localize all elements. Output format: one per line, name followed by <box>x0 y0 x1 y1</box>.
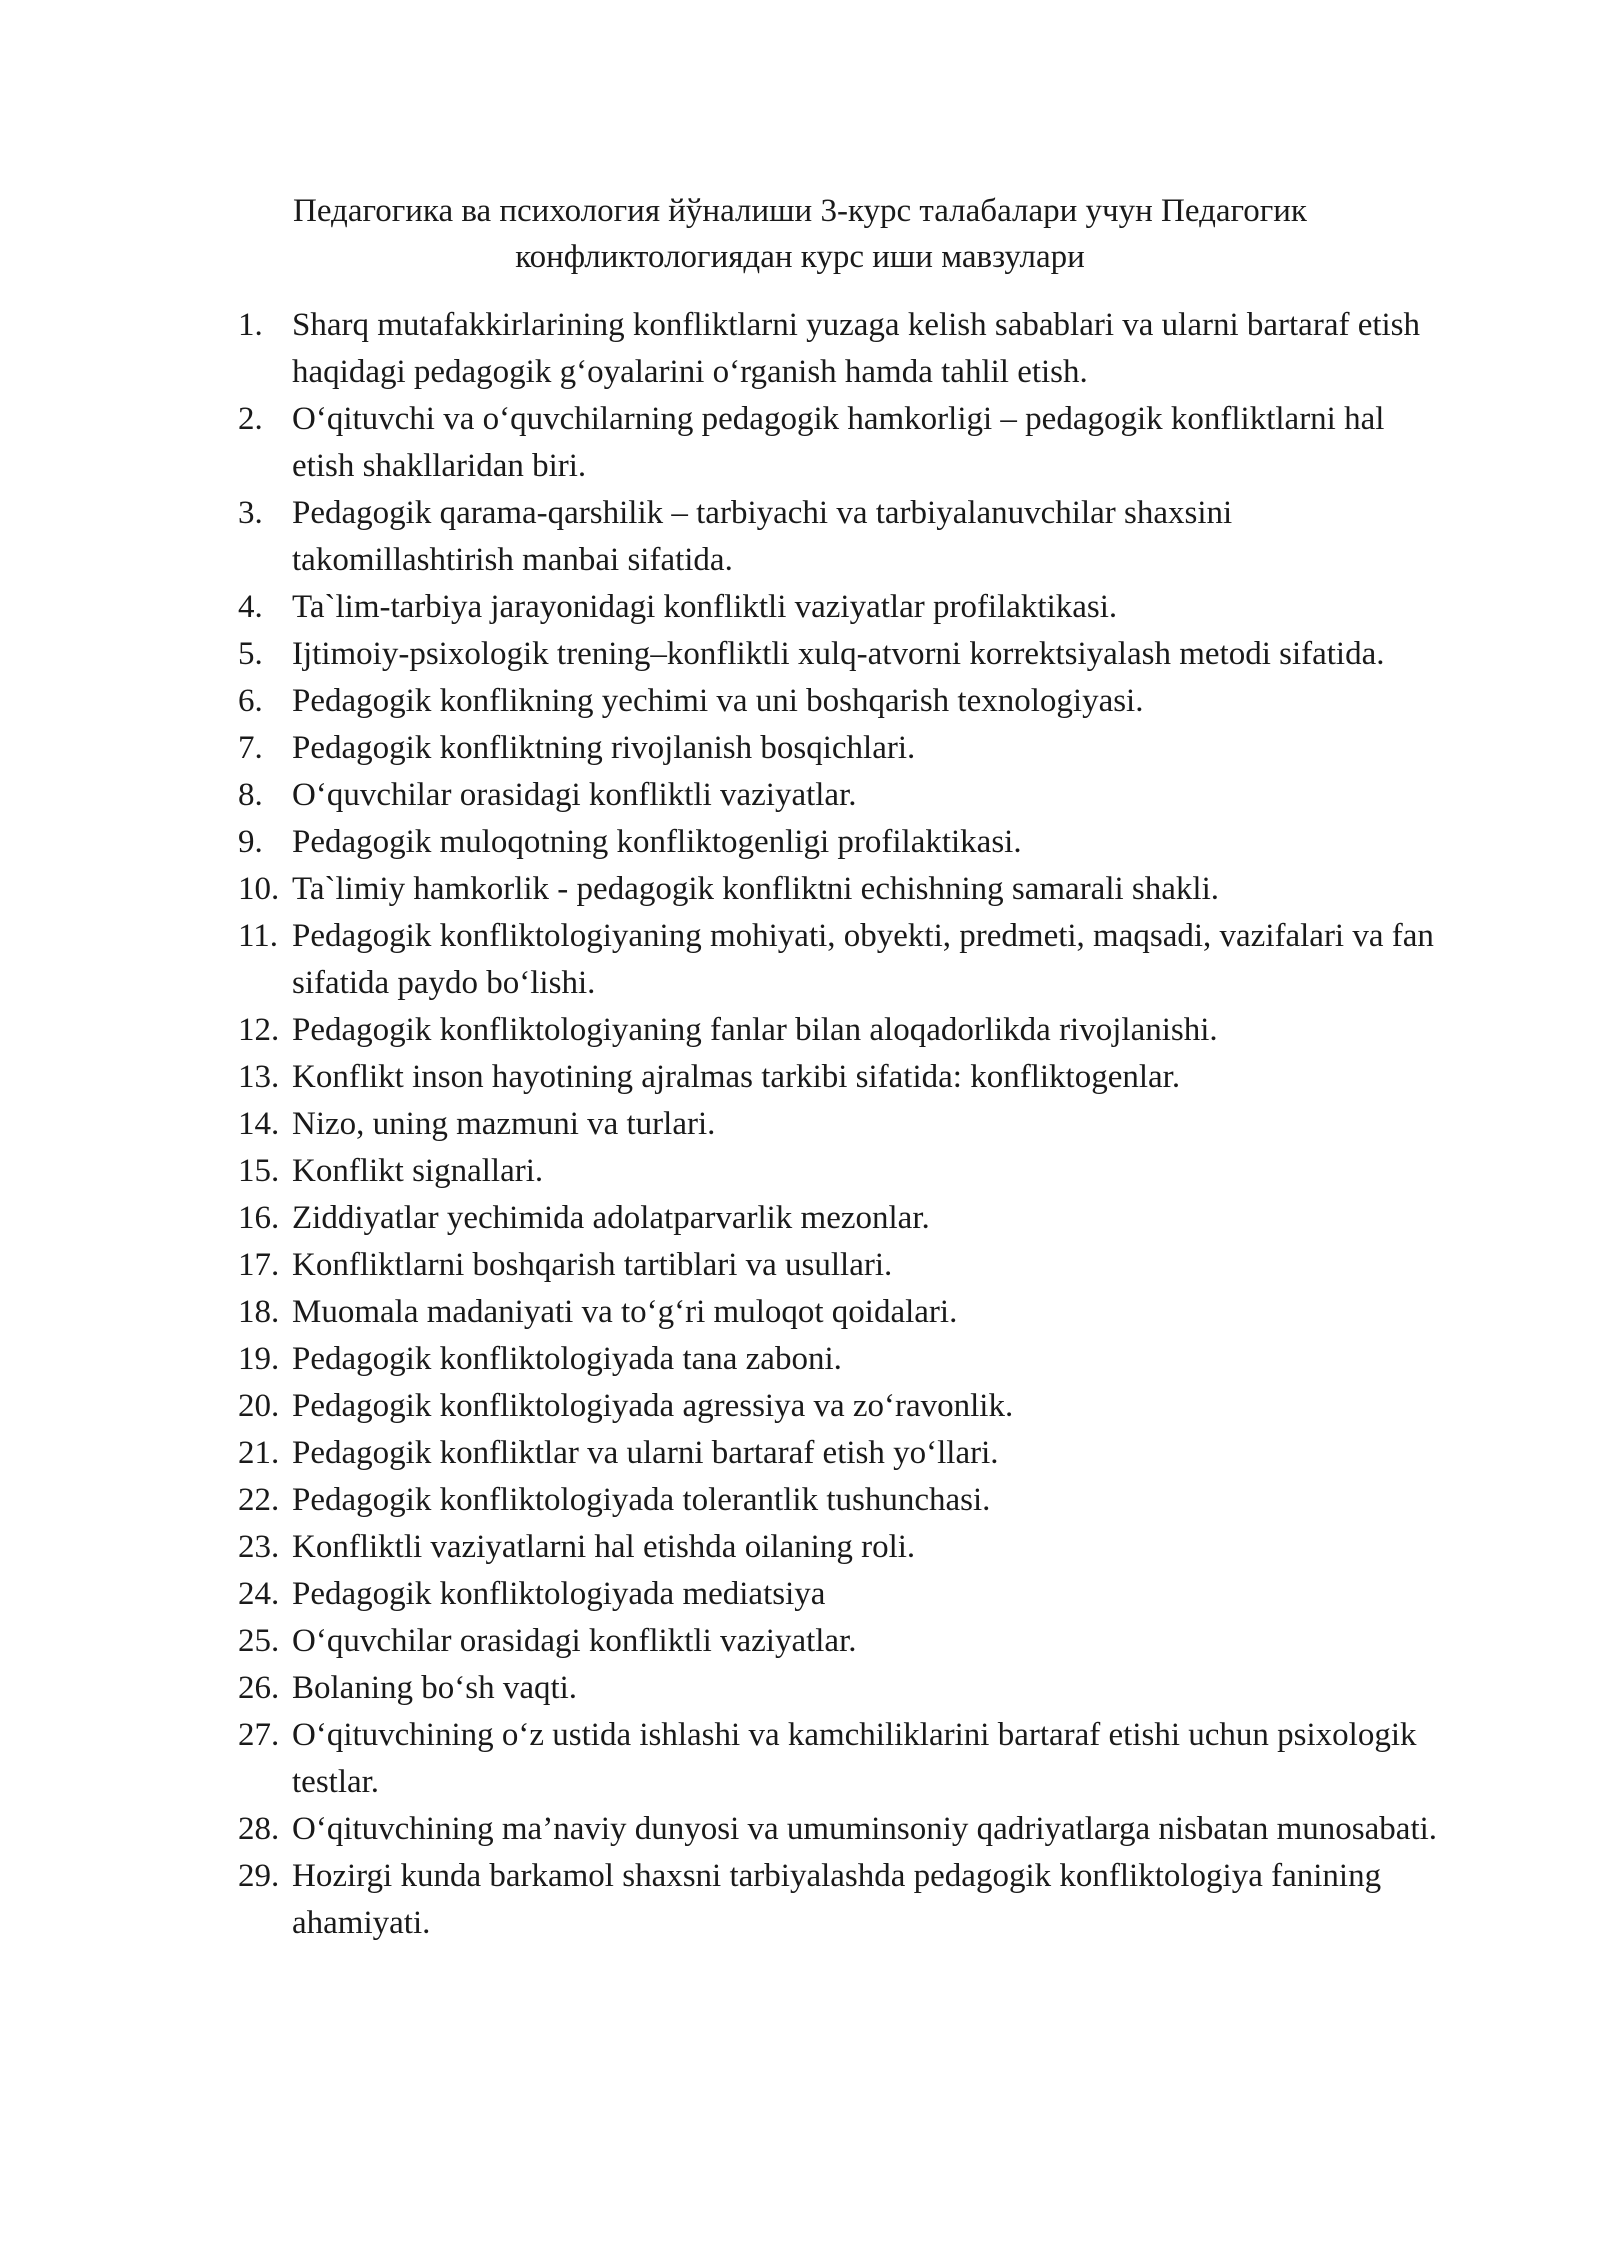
list-item <box>238 1806 1438 1853</box>
topic-text: O‘qituvchi va o‘quvchilarning pedagogik hamkorligi – pedagogik konfliktlarni hal etish shakllaridan biri. <box>292 401 1385 484</box>
topic-number: 5. <box>238 636 263 672</box>
list-item <box>238 913 1438 1007</box>
topic-number: 27. <box>238 1717 280 1753</box>
topic-text: Bolaning bo‘sh vaqti. <box>292 1670 578 1706</box>
topic-text: Pedagogik muloqotning konfliktogenligi profilaktikasi. <box>292 824 1022 860</box>
list-item <box>238 1618 1438 1665</box>
topic-text: Ziddiyatlar yechimida adolatparvarlik mezonlar. <box>292 1200 930 1236</box>
topic-list <box>238 302 1438 1947</box>
topic-text: Pedagogik konfliktlar va ularni bartaraf etish yo‘llari. <box>292 1435 999 1471</box>
topic-number: 28. <box>238 1811 280 1847</box>
topic-number: 19. <box>238 1341 280 1377</box>
list-item <box>238 490 1438 584</box>
topic-text: O‘quvchilar orasidagi konfliktli vaziyatlar. <box>292 777 857 813</box>
topic-number: 8. <box>238 777 263 813</box>
list-item <box>238 1101 1438 1148</box>
list-item <box>238 1148 1438 1195</box>
topic-text: Pedagogik konfliktologiyada tana zaboni. <box>292 1341 842 1377</box>
topic-number: 29. <box>238 1858 280 1894</box>
topic-text: Sharq mutafakkirlarining konfliktlarni yuzaga kelish sabablari va ularni bartaraf etish haqidagi pedagogik g‘oyalarini o‘rganish hamda tahlil etish. <box>292 307 1421 390</box>
topic-text: Ijtimoiy-psixologik trening–konfliktli xulq-atvorni korrektsiyalash metodi sifatida. <box>292 636 1385 672</box>
topic-number: 22. <box>238 1482 280 1518</box>
topic-text: Pedagogik konfliktologiyada mediatsiya <box>292 1576 826 1612</box>
topic-number: 10. <box>238 871 280 907</box>
topic-number: 6. <box>238 683 263 719</box>
topic-number: 23. <box>238 1529 280 1565</box>
topic-number: 20. <box>238 1388 280 1424</box>
topic-number: 2. <box>238 401 263 437</box>
topic-number: 13. <box>238 1059 280 1095</box>
list-item <box>238 1524 1438 1571</box>
list-item <box>238 678 1438 725</box>
topic-text: Konfliktli vaziyatlarni hal etishda oilaning roli. <box>292 1529 916 1565</box>
topic-text: Konflikt signallari. <box>292 1153 544 1189</box>
topic-text: Pedagogik konfliktologiyaning mohiyati, obyekti, predmeti, maqsadi, vazifalari va fan sifatida paydo bo‘lishi. <box>292 918 1434 1001</box>
list-item <box>238 772 1438 819</box>
topic-text: Hozirgi kunda barkamol shaxsni tarbiyalashda pedagogik konfliktologiya fanining ahamiyati. <box>292 1858 1382 1941</box>
topic-number: 24. <box>238 1576 280 1612</box>
topic-number: 14. <box>238 1106 280 1142</box>
topic-number: 7. <box>238 730 263 766</box>
topic-text: Pedagogik konfliktologiyada tolerantlik tushunchasi. <box>292 1482 991 1518</box>
topic-number: 9. <box>238 824 263 860</box>
topic-text: O‘quvchilar orasidagi konfliktli vaziyatlar. <box>292 1623 857 1659</box>
list-item <box>238 1289 1438 1336</box>
topic-number: 1. <box>238 307 263 343</box>
topic-number: 3. <box>238 495 263 531</box>
title-line-1: Педагогика ва психология йўналиши 3-курс талабалари учун Педагогик <box>293 193 1307 229</box>
topic-text: Pedagogik konfliktning rivojlanish bosqichlari. <box>292 730 916 766</box>
topic-number: 26. <box>238 1670 280 1706</box>
list-item <box>238 1336 1438 1383</box>
list-item <box>238 1054 1438 1101</box>
list-item <box>238 1242 1438 1289</box>
topic-number: 4. <box>238 589 263 625</box>
topic-number: 12. <box>238 1012 280 1048</box>
list-item <box>238 1007 1438 1054</box>
list-item <box>238 631 1438 678</box>
topic-text: Pedagogik konflikning yechimi va uni boshqarish texnologiyasi. <box>292 683 1144 719</box>
list-item <box>238 725 1438 772</box>
topic-number: 15. <box>238 1153 280 1189</box>
topic-text: Konfliktlarni boshqarish tartiblari va usullari. <box>292 1247 893 1283</box>
topic-text: O‘qituvchining o‘z ustida ishlashi va kamchiliklarini bartaraf etishi uchun psixologik testlar. <box>292 1717 1417 1800</box>
topic-text: Ta`lim-tarbiya jarayonidagi konfliktli vaziyatlar profilaktikasi. <box>292 589 1118 625</box>
topic-text: Konflikt inson hayotining ajralmas tarkibi sifatida: konfliktogenlar. <box>292 1059 1181 1095</box>
topic-text: Nizo, uning mazmuni va turlari. <box>292 1106 716 1142</box>
list-item <box>238 584 1438 631</box>
document-title <box>180 188 1420 280</box>
list-item <box>238 1195 1438 1242</box>
list-item <box>238 1571 1438 1618</box>
list-item <box>238 302 1438 396</box>
list-item <box>238 1383 1438 1430</box>
list-item <box>238 396 1438 490</box>
list-item <box>238 1853 1438 1947</box>
topic-text: Ta`limiy hamkorlik - pedagogik konfliktni echishning samarali shakli. <box>292 871 1219 907</box>
topic-text: O‘qituvchining ma’naviy dunyosi va umuminsoniy qadriyatlarga nisbatan munosabati. <box>292 1811 1438 1847</box>
title-line-2: конфликтологиядан курс иши мавзулари <box>515 239 1085 275</box>
list-item <box>238 1430 1438 1477</box>
list-item <box>238 1477 1438 1524</box>
topic-number: 21. <box>238 1435 280 1471</box>
list-item <box>238 819 1438 866</box>
topic-text: Pedagogik konfliktologiyada agressiya va zo‘ravonlik. <box>292 1388 1014 1424</box>
topic-number: 17. <box>238 1247 280 1283</box>
topic-text: Pedagogik konfliktologiyaning fanlar bilan aloqadorlikda rivojlanishi. <box>292 1012 1218 1048</box>
topic-number: 18. <box>238 1294 280 1330</box>
topic-number: 25. <box>238 1623 280 1659</box>
list-item <box>238 1665 1438 1712</box>
topic-text: Pedagogik qarama-qarshilik – tarbiyachi va tarbiyalanuvchilar shaxsini takomillashtirish manbai sifatida. <box>292 495 1233 578</box>
topic-number: 16. <box>238 1200 280 1236</box>
topic-number: 11. <box>238 918 279 954</box>
topic-text: Muomala madaniyati va to‘g‘ri muloqot qoidalari. <box>292 1294 958 1330</box>
list-item <box>238 866 1438 913</box>
list-item <box>238 1712 1438 1806</box>
